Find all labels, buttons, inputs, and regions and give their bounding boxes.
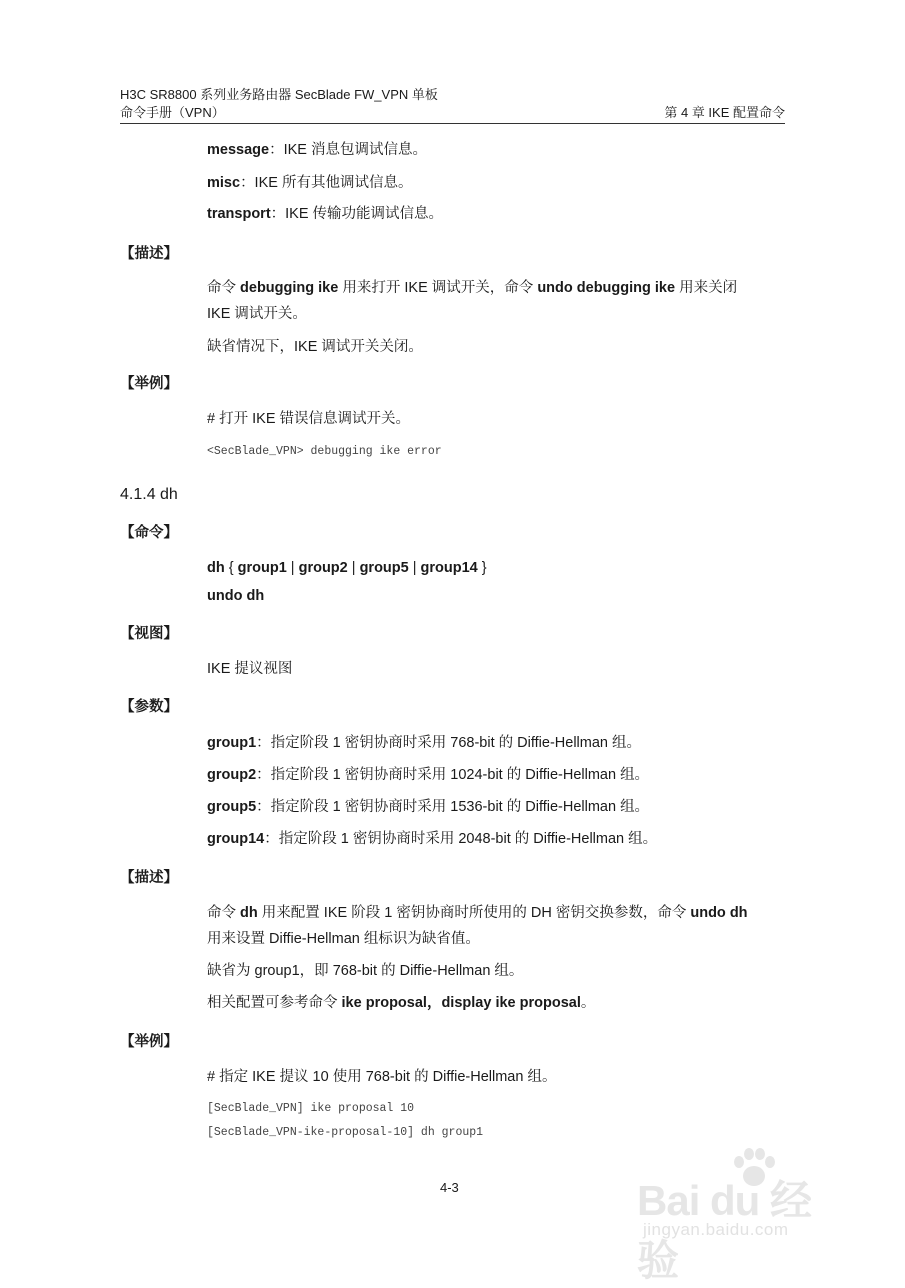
command-undo-syntax: undo dh bbox=[207, 588, 265, 604]
description-default: 缺省情况下，IKE 调试开关关闭。 bbox=[207, 339, 423, 355]
section-heading-description-2: 【描述】 bbox=[120, 870, 178, 886]
view-text: IKE 提议视图 bbox=[207, 661, 293, 677]
description-related: 相关配置可参考命令 ike proposal，display ike proposal。 bbox=[207, 995, 596, 1011]
param-group1: group1：指定阶段 1 密钥协商时采用 768-bit 的 Diffie-Hellman 组。 bbox=[207, 735, 641, 751]
section-heading-example: 【举例】 bbox=[120, 376, 178, 392]
section-heading-view: 【视图】 bbox=[120, 626, 178, 642]
example-comment: # 打开 IKE 错误信息调试开关。 bbox=[207, 411, 411, 427]
watermark bbox=[637, 1148, 847, 1284]
page-number: 4-3 bbox=[440, 1180, 459, 1195]
header-line2 bbox=[120, 104, 785, 122]
code-line-1: [SecBlade_VPN] ike proposal 10 bbox=[207, 1102, 415, 1115]
header-title: H3C SR8800 系列业务路由器 SecBlade FW_VPN 单板 bbox=[120, 87, 438, 102]
header-rule bbox=[120, 123, 785, 124]
section-heading-description: 【描述】 bbox=[120, 246, 178, 262]
param-group14: group14：指定阶段 1 密钥协商时采用 2048-bit 的 Diffie-Hellman 组。 bbox=[207, 831, 658, 847]
description-paragraph: 命令 debugging ike 用来打开 IKE 调试开关，命令 undo debugging ike 用来关闭 bbox=[207, 280, 738, 296]
param-transport: transport：IKE 传输功能调试信息。 bbox=[207, 206, 444, 222]
code-line-2: [SecBlade_VPN-ike-proposal-10] dh group1 bbox=[207, 1126, 484, 1139]
section-heading-example-2: 【举例】 bbox=[120, 1034, 178, 1050]
section-heading-command: 【命令】 bbox=[120, 525, 178, 541]
subsection-title: 4.1.4 dh bbox=[120, 486, 178, 503]
example-comment-2: # 指定 IKE 提议 10 使用 768-bit 的 Diffie-Hellman 组。 bbox=[207, 1069, 557, 1085]
command-syntax: dh { group1 | group2 | group5 | group14 } bbox=[207, 560, 487, 576]
watermark-url: jingyan.baidu.com bbox=[643, 1220, 789, 1239]
description-paragraph-cont: IKE 调试开关。 bbox=[207, 306, 307, 322]
description-paragraph-2-cont: 用来设置 Diffie-Hellman 组标识为缺省值。 bbox=[207, 931, 480, 947]
description-paragraph-2: 命令 dh 用来配置 IKE 阶段 1 密钥协商时所使用的 DH 密钥交换参数，命令 undo dh bbox=[207, 905, 748, 921]
header-chapter: 第 4 章 IKE 配置命令 bbox=[664, 105, 785, 120]
watermark-brand: Bai du 经验 bbox=[637, 1177, 812, 1284]
param-group5: group5：指定阶段 1 密钥协商时采用 1536-bit 的 Diffie-Hellman 组。 bbox=[207, 799, 650, 815]
param-group2: group2：指定阶段 1 密钥协商时采用 1024-bit 的 Diffie-Hellman 组。 bbox=[207, 767, 650, 783]
section-heading-parameters: 【参数】 bbox=[120, 699, 178, 715]
page-header bbox=[120, 86, 785, 122]
code-line: <SecBlade_VPN> debugging ike error bbox=[207, 445, 442, 458]
description-default-2: 缺省为 group1，即 768-bit 的 Diffie-Hellman 组。 bbox=[207, 963, 524, 979]
header-manual-name: 命令手册（VPN） bbox=[120, 105, 225, 120]
param-misc: misc：IKE 所有其他调试信息。 bbox=[207, 175, 413, 191]
param-message: message：IKE 消息包调试信息。 bbox=[207, 142, 427, 158]
